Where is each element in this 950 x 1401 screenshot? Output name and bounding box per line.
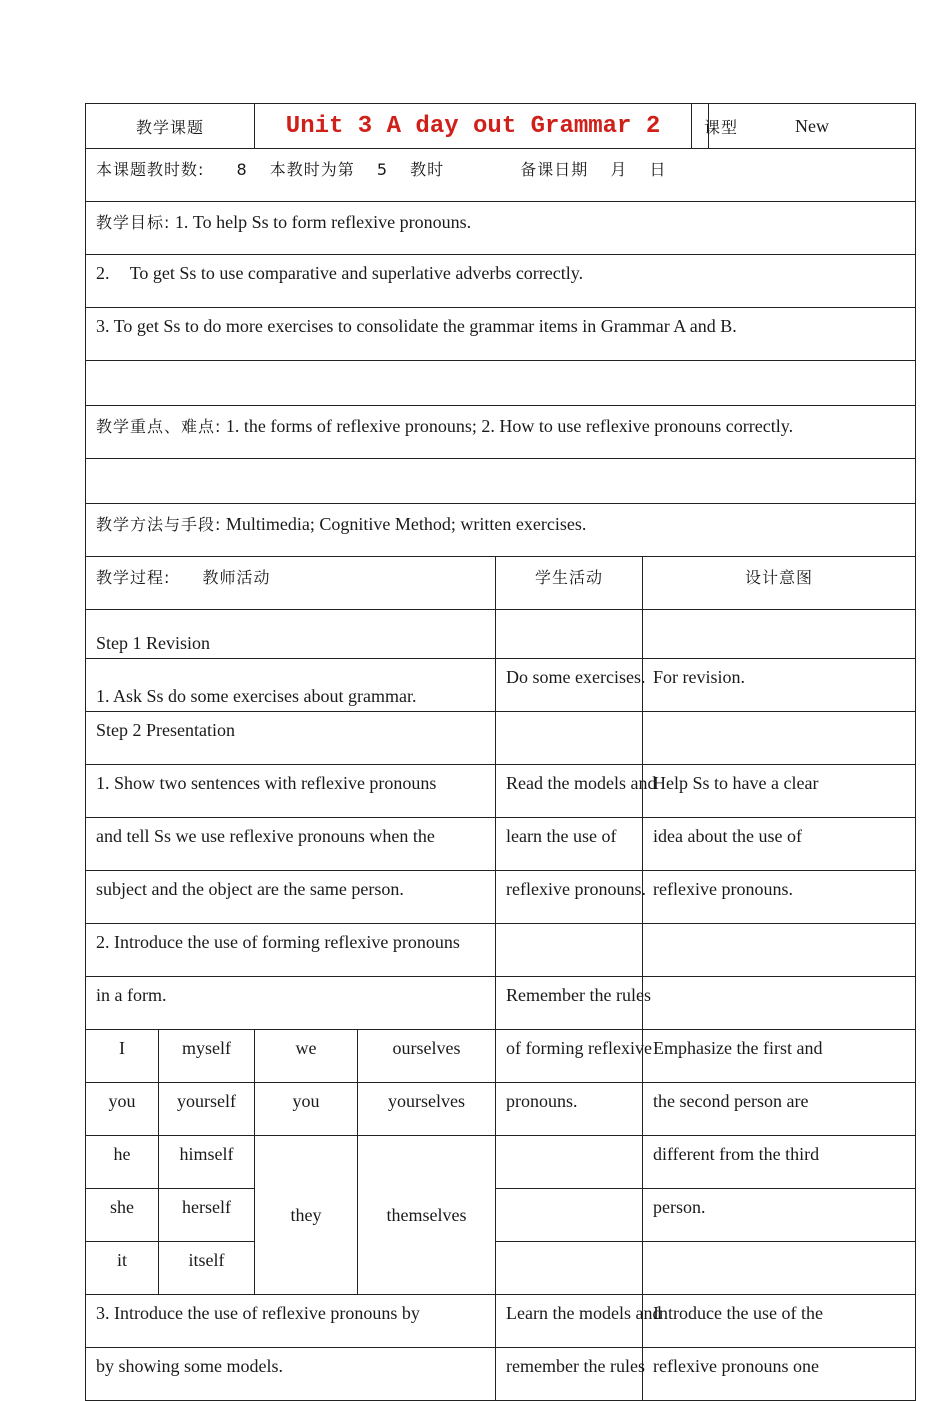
methods-cell — [86, 504, 916, 557]
prep-date-label: 备课日期 — [520, 160, 589, 179]
objective-cell-1 — [86, 202, 916, 255]
student-activity: Read the models and — [496, 765, 643, 818]
teacher-activity: subject and the object are the same person. — [86, 871, 496, 924]
teacher-activity: in a form. — [86, 977, 496, 1030]
table-row — [86, 610, 916, 659]
pronoun-cell: we — [255, 1030, 358, 1083]
objective-2: To get Ss to use comparative and superlative adverbs correctly. — [129, 263, 584, 283]
methods-text: Multimedia; Cognitive Method; written exercises. — [225, 514, 587, 534]
table-row — [86, 712, 916, 765]
student-activity-header: 学生活动 — [496, 557, 643, 610]
pronoun-cell: itself — [159, 1242, 255, 1295]
design-intent: reflexive pronouns. — [643, 871, 916, 924]
teacher-activity: 2. Introduce the use of forming reflexive pronouns — [86, 924, 496, 977]
pronoun-row — [86, 1242, 916, 1295]
type-value: New — [709, 104, 916, 149]
table-row — [86, 871, 916, 924]
objective-1: 1. To help Ss to form reflexive pronouns. — [174, 212, 472, 232]
design-intent: idea about the use of — [643, 818, 916, 871]
table-row — [86, 1348, 916, 1401]
student-activity: reflexive pronouns. — [496, 871, 643, 924]
key-points-cell — [86, 406, 916, 459]
pronoun-row — [86, 1136, 916, 1189]
objective-row-2 — [86, 255, 916, 308]
teacher-activity: and tell Ss we use reflexive pronouns when the — [86, 818, 496, 871]
hour-unit-label: 教时 — [410, 160, 445, 179]
student-activity: remember the rules — [496, 1348, 643, 1401]
table-row — [86, 977, 916, 1030]
pronoun-cell: yourself — [159, 1083, 255, 1136]
design-intent: reflexive pronouns one — [643, 1348, 916, 1401]
table-row — [86, 765, 916, 818]
process-label: 教学过程: — [96, 568, 171, 587]
student-activity: learn the use of — [496, 818, 643, 871]
methods-row — [86, 504, 916, 557]
lesson-plan-table — [85, 103, 916, 1401]
design-intent: person. — [643, 1189, 916, 1242]
pronoun-row — [86, 1030, 916, 1083]
header-row — [86, 104, 916, 149]
design-intent: Introduce the use of the — [643, 1295, 916, 1348]
design-intent: the second person are — [643, 1083, 916, 1136]
key-points-text: 1. the forms of reflexive pronouns; 2. How to use reflexive pronouns correctly. — [225, 416, 794, 436]
pronoun-cell: themselves — [358, 1136, 496, 1295]
objective-row-3 — [86, 308, 916, 361]
student-activity: Do some exercises. — [496, 659, 643, 712]
process-header-row — [86, 557, 916, 610]
current-hour-label: 本教时为第 — [269, 160, 355, 179]
lesson-plan — [85, 103, 915, 1401]
pronoun-cell: myself — [159, 1030, 255, 1083]
month-label: 月 — [610, 160, 628, 179]
teacher-activity: 1. Ask Ss do some exercises about grammar. — [86, 659, 496, 712]
lesson-title: Unit 3 A day out Grammar 2 — [255, 104, 692, 149]
key-points-row — [86, 406, 916, 459]
table-row — [86, 924, 916, 977]
student-activity: Learn the models and — [496, 1295, 643, 1348]
pronoun-cell: I — [86, 1030, 159, 1083]
total-hours-label: 本课题教时数: — [96, 160, 205, 179]
total-hours-value: 8 — [236, 160, 248, 179]
design-intent: Emphasize the first and — [643, 1030, 916, 1083]
pronoun-cell: you — [255, 1083, 358, 1136]
design-intent: different from the third — [643, 1136, 916, 1189]
pronoun-cell: you — [86, 1083, 159, 1136]
design-intent: For revision. — [643, 659, 916, 712]
current-hour-value: 5 — [376, 160, 389, 179]
pronoun-cell: it — [86, 1242, 159, 1295]
empty-row-2 — [86, 459, 916, 504]
objective-3: 3. To get Ss to do more exercises to consolidate the grammar items in Grammar A and B. — [86, 308, 916, 361]
objectives-label: 教学目标: — [96, 213, 171, 232]
hours-row — [86, 149, 916, 202]
student-activity: Remember the rules — [496, 977, 643, 1030]
design-intent: Help Ss to have a clear — [643, 765, 916, 818]
table-row — [86, 818, 916, 871]
key-points-label: 教学重点、难点: — [96, 417, 222, 436]
pronoun-cell: she — [86, 1189, 159, 1242]
student-activity: of forming reflexive — [496, 1030, 643, 1083]
teacher-activity: by showing some models. — [86, 1348, 496, 1401]
objective-row-1 — [86, 202, 916, 255]
table-row — [86, 1295, 916, 1348]
empty-row-1 — [86, 361, 916, 406]
hours-cell — [86, 149, 916, 202]
step-2-heading: Step 2 Presentation — [86, 712, 496, 765]
teacher-activity: 1. Show two sentences with reflexive pronouns — [86, 765, 496, 818]
student-activity: pronouns. — [496, 1083, 643, 1136]
pronoun-cell: herself — [159, 1189, 255, 1242]
topic-label: 教学课题 — [86, 104, 255, 149]
pronoun-cell: yourselves — [358, 1083, 496, 1136]
methods-label: 教学方法与手段: — [96, 515, 222, 534]
process-header-teacher-cell — [86, 557, 496, 610]
step-1-heading: Step 1 Revision — [86, 610, 496, 659]
teacher-activity: 3. Introduce the use of reflexive pronouns by — [86, 1295, 496, 1348]
objective-cell-2 — [86, 255, 916, 308]
objective-2-number: 2. — [96, 263, 110, 283]
pronoun-cell: ourselves — [358, 1030, 496, 1083]
day-label: 日 — [649, 160, 667, 179]
pronoun-cell: himself — [159, 1136, 255, 1189]
design-intent-header: 设计意图 — [643, 557, 916, 610]
type-label: 课型 — [692, 104, 709, 149]
pronoun-cell: they — [255, 1136, 358, 1295]
table-row — [86, 659, 916, 712]
pronoun-row — [86, 1083, 916, 1136]
pronoun-row — [86, 1189, 916, 1242]
teacher-activity-header: 教师活动 — [202, 568, 271, 587]
pronoun-cell: he — [86, 1136, 159, 1189]
